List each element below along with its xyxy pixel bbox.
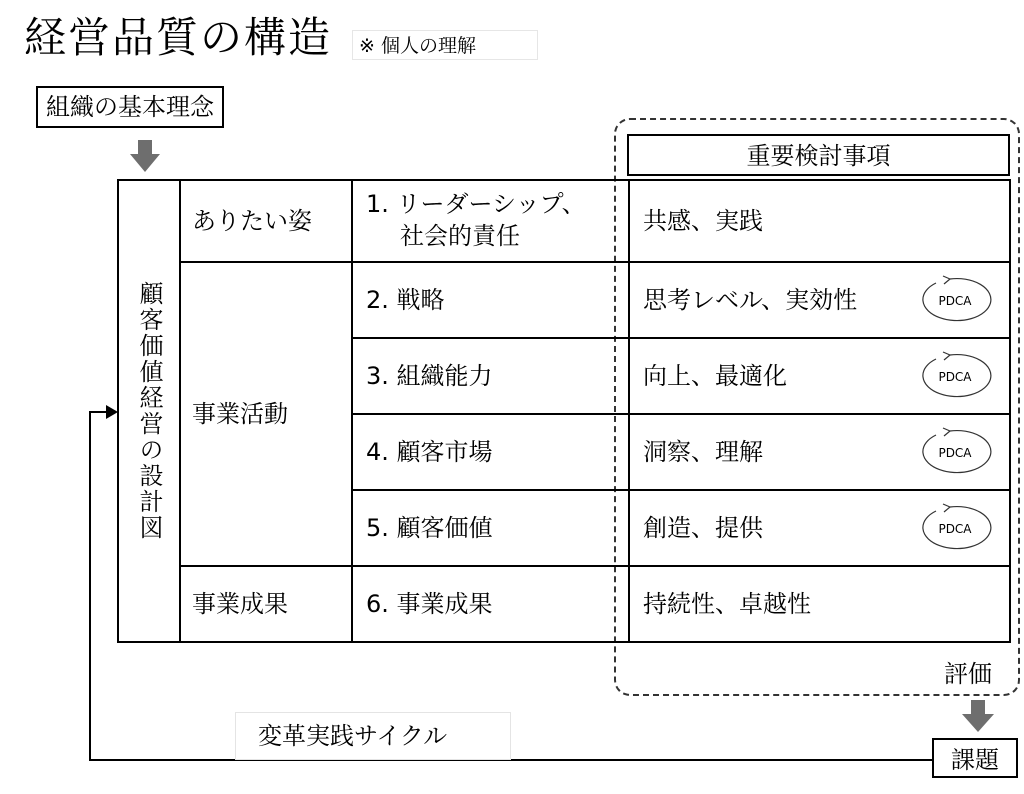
vertical-label: 顧客価値経営の設計図 xyxy=(135,281,163,541)
issue-label: 創造、提供 xyxy=(643,514,763,542)
key-issues-header: 重要検討事項 xyxy=(627,134,1010,176)
issue-label: 思考レベル、実効性 xyxy=(643,286,858,314)
item-label: 5. 顧客価値 xyxy=(366,514,493,542)
cycle-label: 変革実践サイクル xyxy=(235,712,511,760)
subtitle-note: ※ 個人の理解 xyxy=(352,30,538,60)
issue-label: 向上、最適化 xyxy=(643,362,787,390)
pdca-label: PDCA xyxy=(938,370,972,384)
item-label: 社会的責任 xyxy=(400,222,520,250)
category-label: ありたい姿 xyxy=(192,207,312,235)
issue-label: 洞察、理解 xyxy=(643,438,763,466)
item-label: 6. 事業成果 xyxy=(366,590,493,618)
item-label: 4. 顧客市場 xyxy=(366,438,493,466)
issue-label: 持続性、卓越性 xyxy=(643,590,811,618)
item-label: 1. リーダーシップ、 xyxy=(366,190,586,218)
issue-label: 共感、実践 xyxy=(643,207,763,235)
page-title: 経営品質の構造 xyxy=(24,13,333,62)
pdca-label: PDCA xyxy=(938,446,972,460)
category-label: 事業成果 xyxy=(192,590,288,618)
issues-box: 課題 xyxy=(932,738,1018,778)
item-label: 3. 組織能力 xyxy=(366,362,493,390)
pdca-label: PDCA xyxy=(938,522,972,536)
philosophy-box: 組織の基本理念 xyxy=(36,86,224,128)
pdca-label: PDCA xyxy=(938,294,972,308)
category-label: 事業活動 xyxy=(192,400,288,428)
evaluation-label: 評価 xyxy=(944,660,992,688)
item-label: 2. 戦略 xyxy=(366,286,445,314)
